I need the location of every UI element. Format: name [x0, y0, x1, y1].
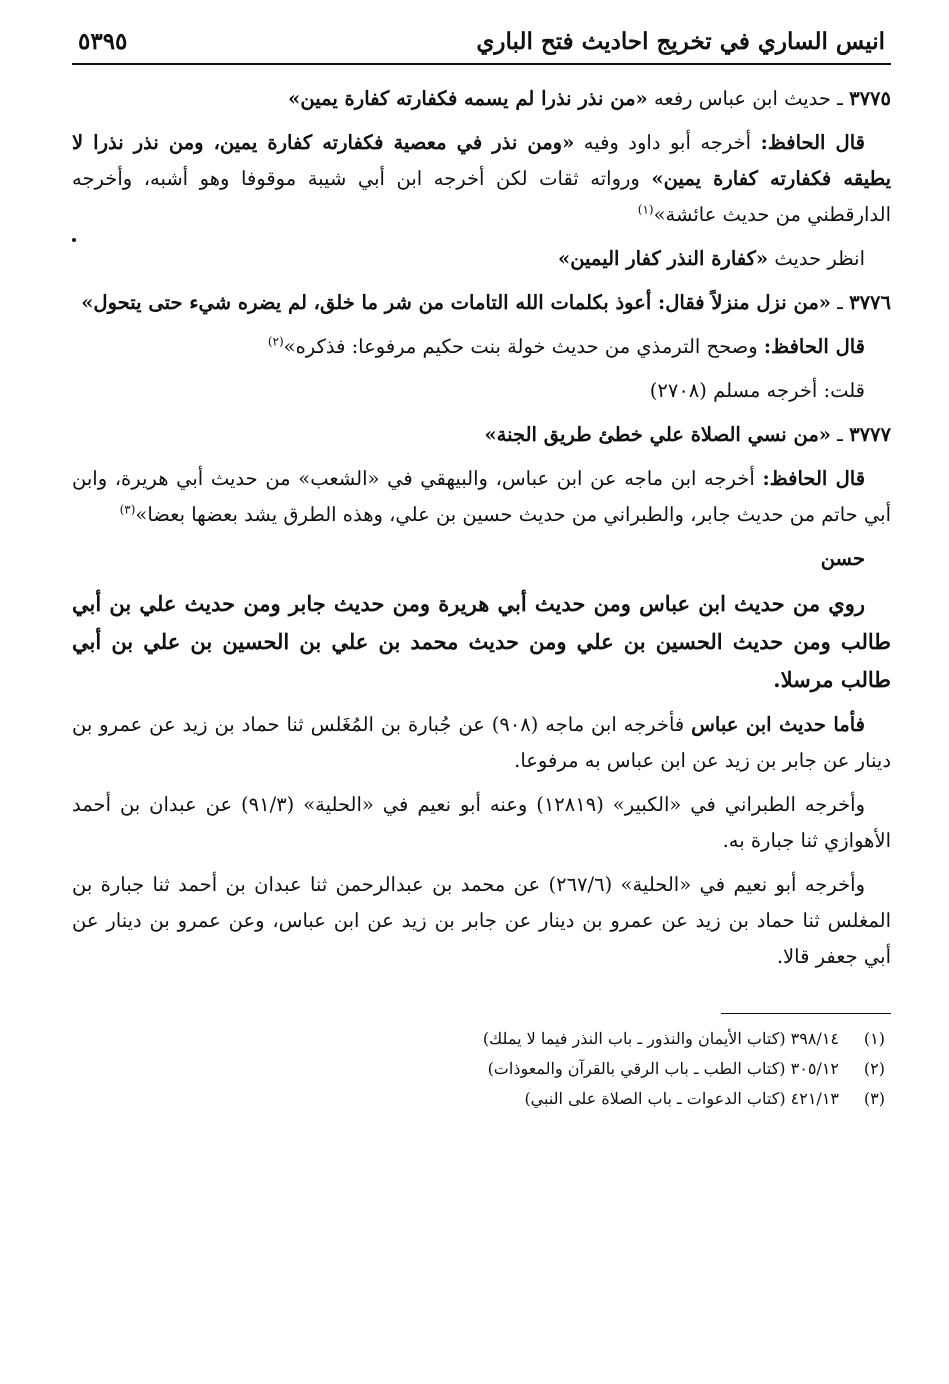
footnote-ref: (٣) — [119, 502, 136, 517]
entry-heading-hadith: «من نذر نذرا لم يسمه فكفارته كفارة يمين» — [288, 87, 648, 110]
entry-3775-see-also — [72, 241, 891, 277]
footnote-ref: (٢) — [267, 334, 284, 349]
footnote — [72, 1024, 891, 1054]
stray-dot — [72, 238, 76, 242]
grade: حسن — [820, 547, 865, 570]
summary: روي من حديث ابن عباس ومن حديث أبي هريرة ومن حديث جابر ومن حديث علي بن أبي طالب ومن حديث الحسين بن علي ومن حديث محمد بن علي بن الحسين بن علي بن أبي طالب مرسلا. — [72, 591, 891, 692]
footnote — [72, 1084, 891, 1114]
footnote — [72, 1054, 891, 1084]
entry-3776-hafiz — [72, 329, 891, 365]
entry-3775-hafiz — [72, 125, 891, 233]
page-body — [72, 81, 891, 975]
entry-number: ٣٧٧٥ — [849, 87, 891, 110]
entry-number: ٣٧٧٧ — [849, 423, 891, 446]
entry-3776-heading — [72, 285, 891, 321]
entry-3777-heading — [72, 417, 891, 453]
footnotes — [72, 1024, 891, 1114]
paragraph-lead: فأما حديث ابن عباس — [691, 713, 866, 736]
footnote-ref: (١) — [637, 202, 654, 217]
hafiz-label: قال الحافظ: — [762, 467, 866, 490]
page-number: ٥٣٩٥ — [78, 28, 128, 55]
running-header — [72, 28, 891, 65]
footnote-text: ٤٢١/١٣ (كتاب الدعوات ـ باب الصلاة على النبي) — [524, 1089, 839, 1108]
entry-heading-hadith: «من نزل منزلاً فقال: أعوذ بكلمات الله التامات من شر ما خلق، لم يضره شيء حتى يتحول» — [81, 291, 831, 314]
hafiz-quote: «ومن نذر في معصية فكفارته كفارة يمين، ومن نذر نذرا لا يطيقه فكفارته كفارة يمين» — [72, 131, 892, 190]
hafiz-label: قال الحافظ: — [763, 335, 865, 358]
entry-heading-plain: حديث ابن عباس رفعه — [653, 87, 831, 110]
entry-3775-heading — [72, 81, 891, 117]
footnote-number: (٢) — [863, 1059, 885, 1078]
entry-3777-hafiz — [72, 461, 891, 533]
hafiz-text: أخرجه أبو داود وفيه — [583, 131, 752, 154]
footnote-number: (١) — [863, 1029, 885, 1048]
paragraph-abu-nuaym: وأخرجه أبو نعيم في «الحلية» (٢٦٧/٦) عن محمد بن عبدالرحمن ثنا عبدان بن أحمد ثنا جبارة بن المغلس ثنا حماد بن زيد عن عمرو بن دينار عن جابر بن زيد عن ابن عباس، وعن عمرو بن دينار عن أبي جعفر قالا. — [72, 873, 891, 968]
footnote-number: (٣) — [863, 1089, 885, 1108]
entry-heading-hadith: «من نسي الصلاة علي خطئ طريق الجنة» — [484, 423, 831, 446]
hafiz-rest: ورواته ثقات لكن أخرجه ابن أبي شيبة موقوفا وهو أشبه، وأخرجه الدارقطني من حديث عائشة» — [72, 167, 891, 226]
entry-3776-qult: قلت: أخرجه مسلم (٢٧٠٨) — [649, 379, 865, 402]
paragraph-ibn-abbas — [72, 707, 891, 779]
paragraph-tabarani: وأخرجه الطبراني في «الكبير» (١٢٨١٩) وعنه أبو نعيم في «الحلية» (٩١/٣) عن عبدان بن أحمد الأهوازي ثنا جبارة به. — [72, 793, 891, 852]
hafiz-text: وصحح الترمذي من حديث خولة بنت حكيم مرفوعا: فذكره» — [283, 335, 758, 358]
paragraph-text: فأخرجه ابن ماجه (٩٠٨) عن جُبارة بن المُغَلس ثنا حماد بن زيد عن عمرو بن دينار عن جابر بن زيد عن ابن عباس به مرفوعا. — [72, 713, 891, 772]
footnote-text: ٣٠٥/١٢ (كتاب الطب ـ باب الرقي بالقرآن والمعوذات) — [487, 1059, 839, 1078]
hafiz-text: أخرجه ابن ماجه عن ابن عباس، والبيهقي في «الشعب» من حديث أبي هريرة، وابن أبي حاتم من حديث جابر، والطبراني من حديث حسين بن علي، وهذه الطرق يشد بعضها بعضا» — [72, 467, 891, 526]
entry-number: ٣٧٧٦ — [849, 291, 891, 314]
see-title: «كفارة النذر كفار اليمين» — [558, 247, 769, 270]
see-label: انظر حديث — [774, 247, 865, 270]
footnote-separator — [721, 1013, 891, 1014]
book-title: انيس الساري في تخريج احاديث فتح الباري — [476, 28, 885, 55]
hafiz-label: قال الحافظ: — [760, 131, 865, 154]
dash: ـ — [830, 423, 843, 446]
dash: ـ — [830, 87, 843, 110]
dash: ـ — [830, 291, 843, 314]
footnote-text: ٣٩٨/١٤ (كتاب الأيمان والنذور ـ باب النذر فيما لا يملك) — [482, 1029, 839, 1048]
